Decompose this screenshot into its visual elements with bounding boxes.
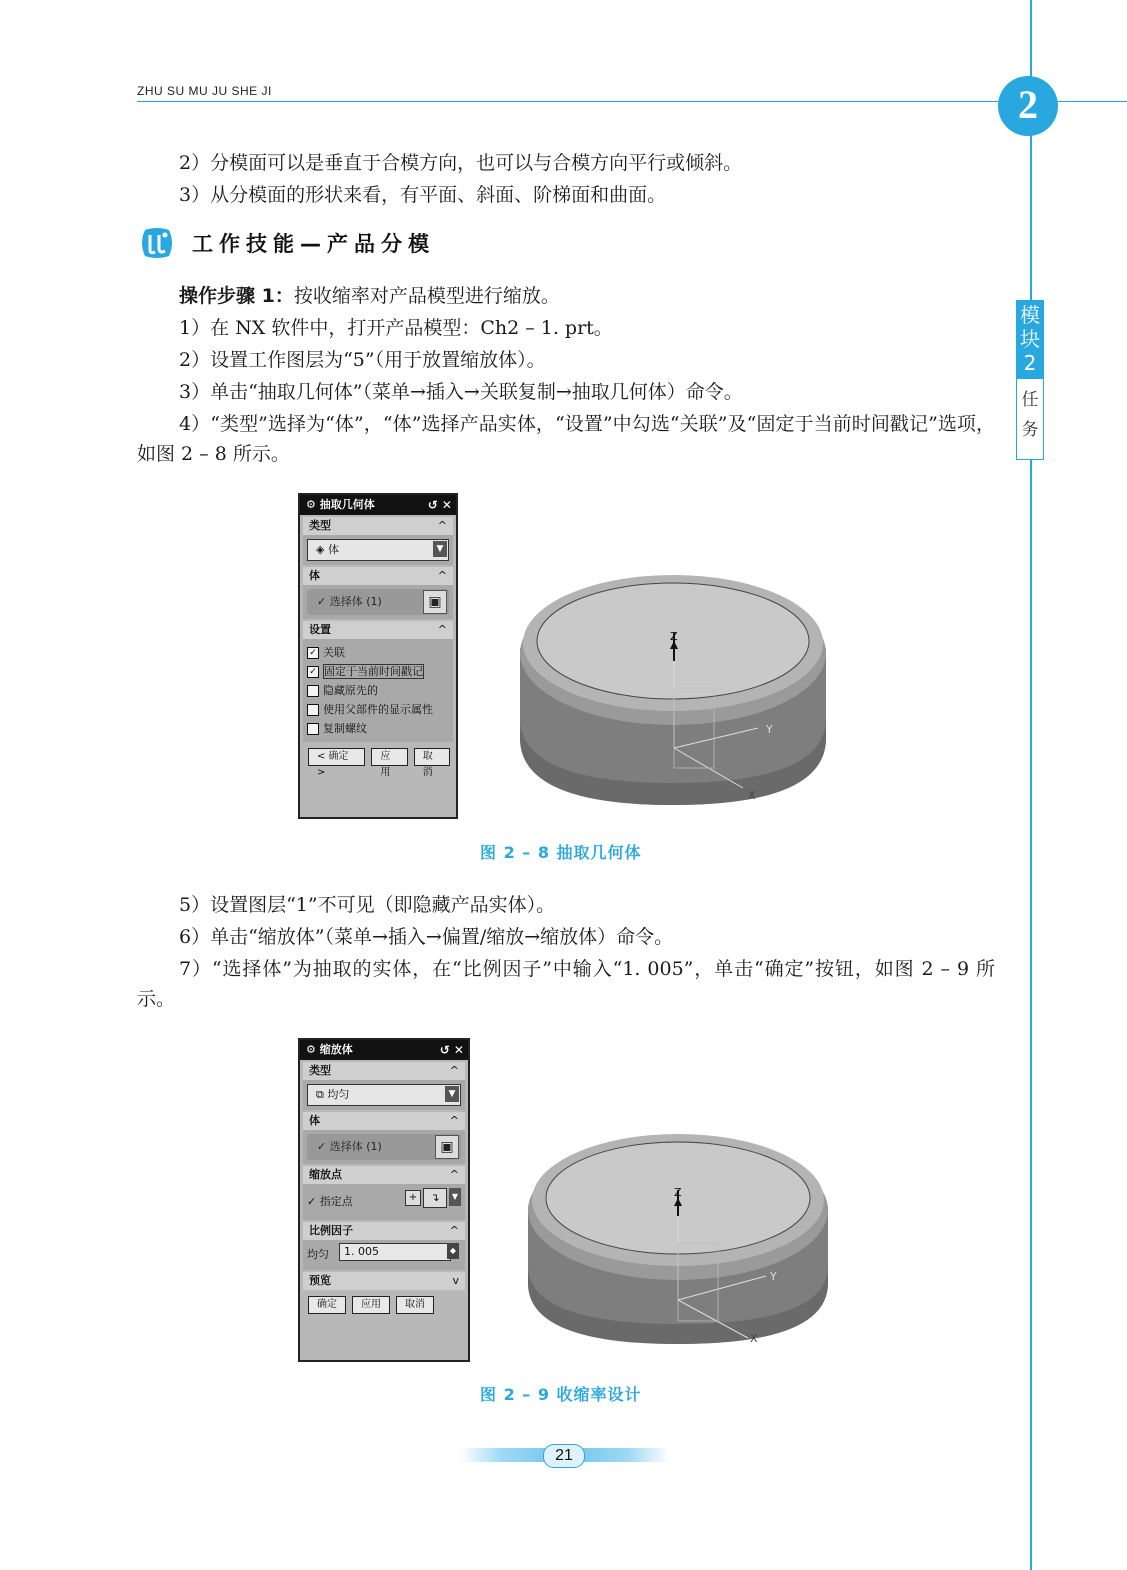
dialog-titlebar	[300, 495, 456, 515]
cancel-button[interactable]: 取消	[396, 1296, 434, 1314]
point-dialog-icon[interactable]: +	[405, 1190, 421, 1206]
step-1-text: 1）在 NX 软件中，打开产品模型：Ch2 – 1. prt。	[179, 317, 613, 339]
step-1-line	[137, 313, 995, 343]
ok-button[interactable]: < 确定 >	[308, 748, 365, 766]
body-section-label: 体	[309, 1114, 320, 1127]
dialog-title: 缩放体	[319, 1043, 353, 1056]
type-value: 均匀	[327, 1088, 350, 1101]
dialog-buttons	[300, 742, 456, 778]
side-tab	[1016, 300, 1044, 460]
section-title: 工作技能—产品分模	[192, 232, 435, 256]
z-axis-label: Z	[670, 630, 678, 643]
dialog-title: 抽取几何体	[319, 498, 375, 511]
x-axis-label: X	[748, 789, 756, 802]
select-body-label: 选择体 (1)	[329, 595, 382, 608]
apply-button[interactable]: 应用	[371, 748, 407, 766]
option-hide-original[interactable]	[307, 681, 449, 700]
chevron-down-icon[interactable]: ▼	[449, 1188, 461, 1206]
cube-icon[interactable]: ▣	[423, 590, 447, 614]
side-tab-task-text: 任务	[1021, 390, 1039, 440]
option-label: 隐藏原先的	[323, 684, 378, 697]
gear-icon: ⚙	[306, 498, 320, 511]
checkbox[interactable]	[307, 704, 319, 716]
settings-section-label: 设置	[309, 623, 331, 636]
paragraph-3-text: 3）从分模面的形状来看，有平面、斜面、阶梯面和曲面。	[179, 184, 667, 206]
checkbox[interactable]: ✓	[307, 647, 319, 659]
type-section-header[interactable]	[303, 1062, 465, 1080]
z-axis-label: Z	[674, 1186, 682, 1199]
checkbox[interactable]	[307, 685, 319, 697]
side-tab-module	[1017, 301, 1043, 379]
factor-section-header[interactable]	[303, 1222, 465, 1240]
type-section-body	[303, 535, 453, 565]
chevron-up-icon: ^	[449, 1224, 459, 1237]
model-viewport[interactable]	[468, 493, 828, 819]
dialog-buttons	[300, 1290, 468, 1322]
section-icon	[137, 226, 177, 260]
step1-heading	[137, 281, 995, 311]
running-header: ZHU SU MU JU SHE JI	[137, 84, 272, 98]
step-3-line	[137, 377, 995, 407]
step-5-line	[137, 890, 995, 920]
body-section-header[interactable]	[303, 567, 453, 585]
body-section-label: 体	[309, 569, 320, 582]
header-rule	[137, 101, 1127, 102]
specify-point-label: 指定点	[319, 1195, 353, 1208]
option-fix-timestamp[interactable]	[307, 662, 449, 681]
step-6-line	[137, 922, 995, 952]
chevron-up-icon: ^	[437, 519, 447, 532]
uniform-icon: ⧉	[316, 1088, 328, 1101]
point-section-header[interactable]	[303, 1166, 465, 1184]
check-icon: ✓	[317, 1140, 330, 1153]
settings-section-header[interactable]	[303, 621, 453, 639]
dialog-titlebar	[300, 1040, 468, 1060]
chevron-down-icon: ▼	[433, 541, 447, 557]
body-type-icon: ◈	[316, 543, 328, 556]
factor-label: 均匀	[307, 1248, 329, 1261]
y-axis-label: Y	[766, 723, 773, 736]
chevron-down-icon: ▼	[445, 1086, 459, 1102]
chevron-up-icon: ^	[437, 569, 447, 582]
step-5-text: 5）设置图层“1”不可见（即隐藏产品实体）。	[179, 894, 556, 916]
option-associative[interactable]	[307, 643, 449, 662]
step-2-line	[137, 345, 995, 375]
type-section-header[interactable]	[303, 517, 453, 535]
body-section-body	[303, 1130, 465, 1164]
chevron-up-icon: ^	[449, 1064, 459, 1077]
step1-text: 按收缩率对产品模型进行缩放。	[293, 285, 560, 307]
paragraph-2-text: 2）分模面可以是垂直于合模方向，也可以与合模方向平行或倾斜。	[179, 152, 743, 174]
extract-geometry-dialog	[298, 493, 458, 819]
type-dropdown[interactable]	[307, 539, 449, 561]
type-section-label: 类型	[309, 1064, 331, 1077]
model-viewport[interactable]	[478, 1038, 828, 1362]
figure-2-8-caption: 图 2 – 8 抽取几何体	[480, 843, 642, 862]
step-4-line: 4）“类型”选择为“体”，“体”选择产品实体，“设置”中勾选“关联”及“固定于当前时间戳记”选项，如图 2 – 8 所示。	[137, 413, 995, 465]
x-axis-label: X	[750, 1332, 758, 1345]
figure-2-9-caption: 图 2 – 9 收缩率设计	[480, 1385, 642, 1404]
factor-input[interactable]: 1. 005	[339, 1243, 451, 1261]
gear-icon: ⚙	[306, 1043, 320, 1056]
margin-rule	[1030, 0, 1032, 1570]
step1-label: 操作步骤 1：	[179, 285, 294, 307]
option-label: 使用父部件的显示属性	[323, 703, 433, 716]
option-label: 复制螺纹	[323, 722, 367, 735]
paragraph-2	[137, 148, 995, 178]
body-section-header[interactable]	[303, 1112, 465, 1130]
chevron-up-icon: ^	[449, 1114, 459, 1127]
close-icon[interactable]: ↺ ✕	[439, 1043, 464, 1057]
chevron-up-icon: ^	[449, 1168, 459, 1181]
option-copy-threads[interactable]	[307, 719, 449, 738]
settings-section-body	[303, 639, 453, 742]
option-label: 固定于当前时间戳记	[324, 665, 423, 678]
check-icon: ✓	[307, 1195, 320, 1208]
chevron-up-icon: ^	[437, 623, 447, 636]
ok-button[interactable]: 确定	[308, 1296, 346, 1314]
type-section-body	[303, 1080, 465, 1110]
type-dropdown[interactable]	[307, 1084, 461, 1106]
checkbox[interactable]	[307, 723, 319, 735]
type-section-label: 类型	[309, 519, 331, 532]
step-2-text: 2）设置工作图层为“5”（用于放置缩放体）。	[179, 349, 546, 371]
y-axis-label: Y	[770, 1270, 777, 1283]
cube-icon[interactable]: ▣	[435, 1135, 459, 1159]
body-section-body	[303, 585, 453, 619]
figure-2-9	[298, 1038, 830, 1362]
close-icon[interactable]: ↺ ✕	[427, 498, 452, 512]
type-value: 体	[327, 543, 339, 556]
page-number: 21	[543, 1444, 585, 1468]
chapter-badge: 2	[998, 76, 1058, 136]
checkbox[interactable]: ✓	[307, 666, 319, 678]
figure-2-8	[298, 493, 830, 819]
spin-icon[interactable]: ◆	[447, 1243, 459, 1259]
select-body-label: 选择体 (1)	[329, 1140, 382, 1153]
side-tab-task	[1017, 385, 1043, 445]
preview-section-label: 预览	[309, 1274, 331, 1287]
step-6-text: 6）单击“缩放体”（菜单→插入→偏置/缩放→缩放体）命令。	[179, 926, 674, 948]
option-label: 关联	[323, 646, 345, 659]
step-7-line: 7）“选择体”为抽取的实体，在“比例因子”中输入“1. 005”，单击“确定”按钮，如图 2 – 9 所示。	[137, 958, 995, 1010]
scale-body-dialog	[298, 1038, 470, 1362]
check-icon: ✓	[317, 595, 330, 608]
select-body-row[interactable]	[307, 589, 449, 615]
inferred-point-icon[interactable]: ↴	[423, 1188, 447, 1208]
paragraph-3	[137, 180, 995, 210]
cancel-button[interactable]: 取消	[414, 748, 450, 766]
select-body-row[interactable]	[307, 1134, 461, 1160]
side-tab-module-text: 模块2	[1020, 303, 1040, 375]
factor-section-body	[303, 1240, 465, 1270]
chevron-down-icon: v	[452, 1274, 459, 1287]
option-parent-display[interactable]	[307, 700, 449, 719]
point-section-body	[303, 1184, 465, 1220]
step-3-text: 3）单击“抽取几何体”（菜单→插入→关联复制→抽取几何体）命令。	[179, 381, 743, 403]
apply-button[interactable]: 应用	[352, 1296, 390, 1314]
preview-section-header[interactable]	[303, 1272, 465, 1290]
factor-section-label: 比例因子	[309, 1224, 353, 1237]
point-section-label: 缩放点	[309, 1168, 342, 1181]
